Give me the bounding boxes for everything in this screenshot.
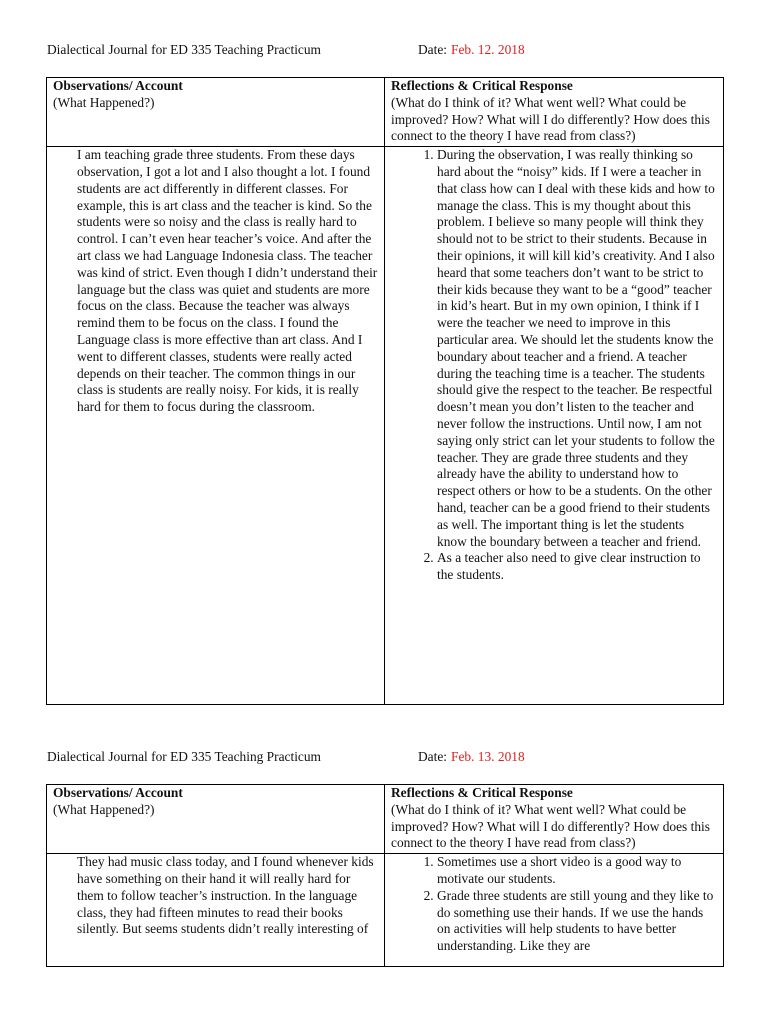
journal-table — [46, 784, 724, 967]
date-label-group — [418, 749, 525, 766]
observations-header: Observations/ Account — [53, 78, 183, 93]
table-body-row — [47, 854, 724, 967]
reflections-header-cell — [385, 78, 724, 147]
reflections-subheader: (What do I think of it? What went well? What could be improved? How? What will I do differently? How does this connect to the theory I have read from class?) — [391, 94, 710, 144]
observations-header-cell — [47, 785, 385, 854]
observation-text: They had music class today, and I found whenever kids have something on their hand it will really hard for them to follow teacher’s instruction. In the language class, they had fifteen minutes to read their books silently. But seems students didn’t really interesting of — [77, 854, 374, 937]
journal-table — [46, 77, 724, 705]
table-header-row — [47, 785, 724, 854]
journal-entry-2 — [0, 749, 768, 954]
reflection-list — [385, 854, 723, 954]
journal-entry-1 — [0, 42, 768, 583]
reflection-cell — [385, 854, 724, 967]
journal-title: Dialectical Journal for ED 335 Teaching Practicum — [47, 749, 321, 764]
observations-header-cell — [47, 78, 385, 147]
reflections-subheader: (What do I think of it? What went well? What could be improved? How? What will I do differently? How does this connect to the theory I have read from class?) — [391, 801, 710, 851]
journal-heading — [47, 749, 768, 769]
observations-subheader: (What Happened?) — [53, 801, 155, 817]
reflections-header: Reflections & Critical Response — [391, 785, 573, 800]
reflection-list — [385, 147, 723, 584]
date-label: Date: — [418, 42, 447, 57]
date-value: Feb. 12. 2018 — [451, 42, 525, 57]
reflection-item: 1. Sometimes use a short video is a good way to motivate our students. — [437, 854, 715, 888]
journal-heading — [47, 42, 768, 62]
observations-header: Observations/ Account — [53, 785, 183, 800]
date-label-group — [418, 42, 525, 59]
date-label: Date: — [418, 749, 447, 764]
reflection-item: 1. During the observation, I was really thinking so hard about the “noisy” kids. If I were a teacher in that class how can I deal with these kids and how to manage the class. This is my thought about this problem. I believe so many people will think they should not to be strict to their students. Because in their opinions, it will kill kid’s creativity. And I also heard that some teachers don’t want to be strict to their kids because they want to be a “good” teacher in kid’s heart. But in my own opinion, I think if I were the teacher we need to improve in this particular area. We should let the students know the boundary about teacher and a friend. A teacher during the teaching time is a teacher. The students should give the respect to the teacher. Be respectful doesn’t mean you don’t listen to the teacher and never follow the instructions. Until now, I am not saying only strict can let your students to follow the teacher. They are grade three students and they already have the ability to understand how to respect others or how to be a students. On the other hand, teacher can be a good friend to their students as well. The important thing is let the students know the boundary between a teacher and friend. — [437, 147, 715, 550]
reflection-item: 2. As a teacher also need to give clear instruction to the students. — [437, 550, 715, 584]
reflections-header: Reflections & Critical Response — [391, 78, 573, 93]
observations-subheader: (What Happened?) — [53, 94, 155, 110]
reflections-header-cell — [385, 785, 724, 854]
observation-cell — [47, 147, 385, 705]
date-value: Feb. 13. 2018 — [451, 749, 525, 764]
journal-title: Dialectical Journal for ED 335 Teaching Practicum — [47, 42, 321, 57]
observation-cell — [47, 854, 385, 967]
observation-text: I am teaching grade three students. From these days observation, I got a lot and I also thought a lot. I found students are act differently in different classes. For example, this is art class and the teacher is kind. So the students were so noisy and the class is really hard to control. I can’t even hear teacher’s voice. And after the art class we had Language Indonesia class. The teacher was kind of strict. Even though I didn’t understand their language but the class was quiet and students are more focus on the class. Because the teacher was always remind them to be focus on the class. I found the Language class is more effective than art class. And I went to different classes, students were really acted depends on their teacher. The common things in our class is students are really noisy. For kids, it is really hard for them to focus during the classroom. — [77, 147, 378, 415]
reflection-cell — [385, 147, 724, 705]
table-header-row — [47, 78, 724, 147]
table-body-row — [47, 147, 724, 705]
reflection-item: 2. Grade three students are still young and they like to do something use their hands. If we use the hands on activities will help students to have better understanding. Like they are — [437, 888, 715, 954]
